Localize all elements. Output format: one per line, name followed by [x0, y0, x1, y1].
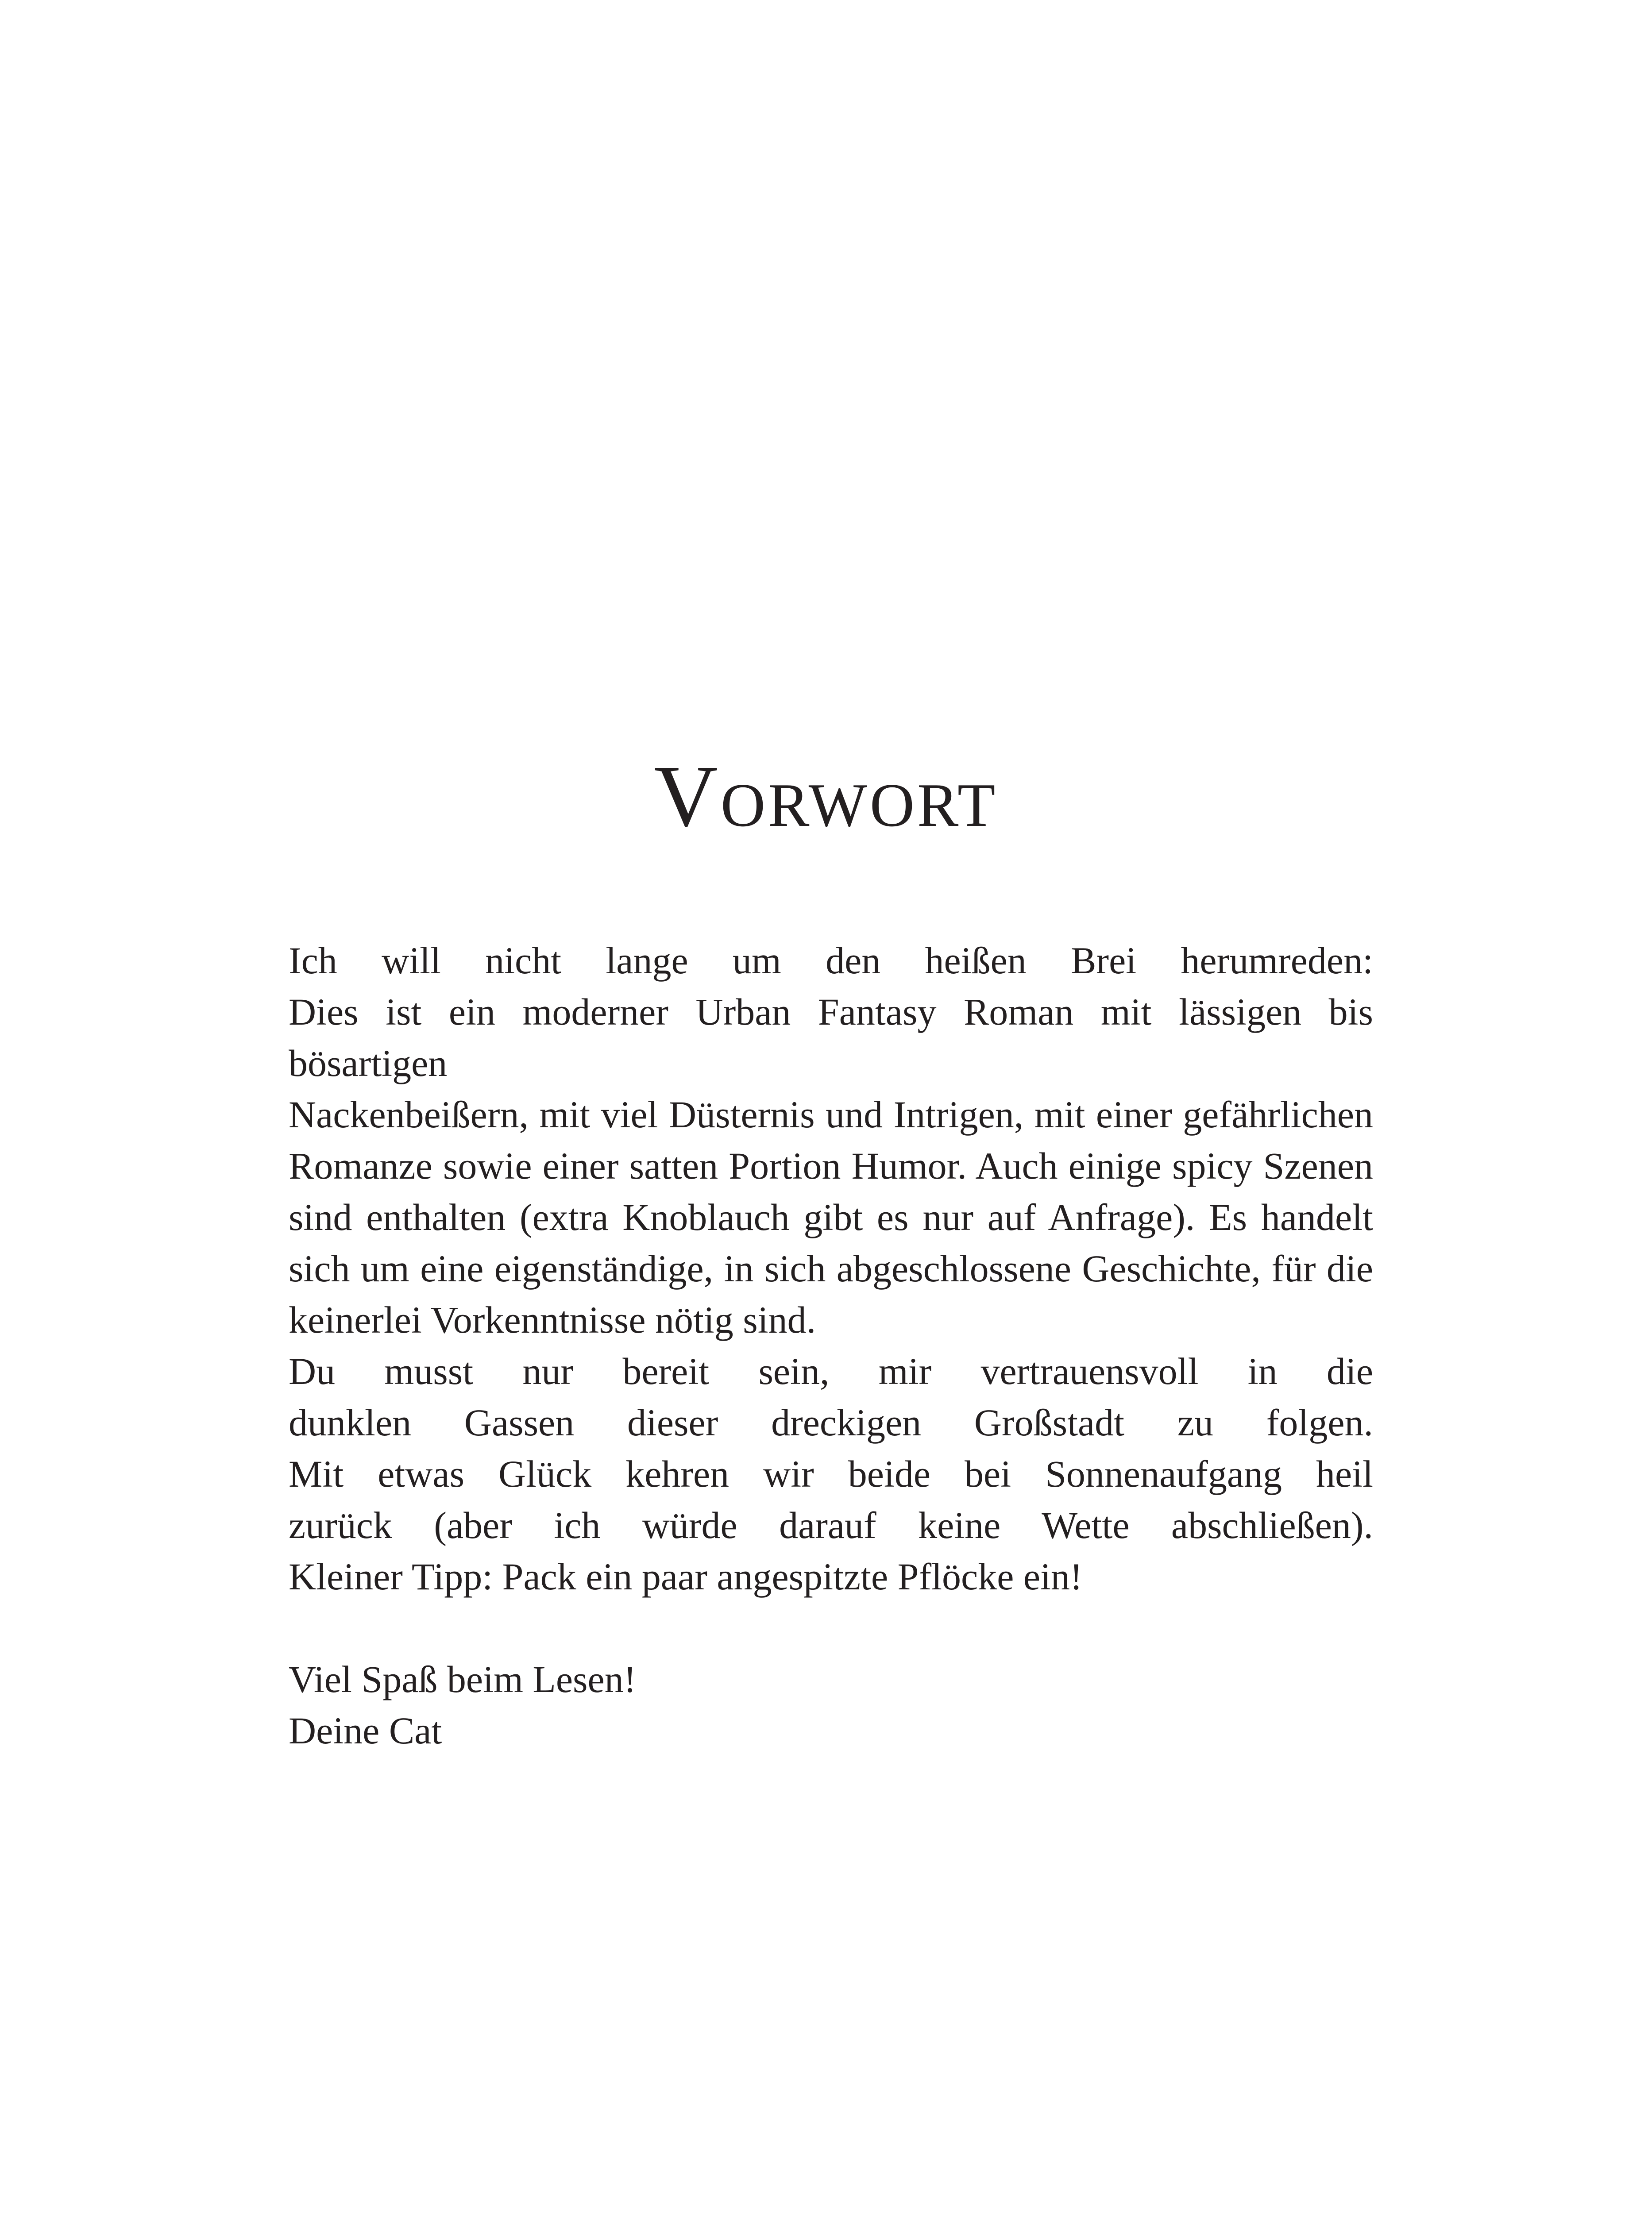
text-line: Mit etwas Glück kehren wir beide bei Sonnenaufgang heil [289, 1453, 1373, 1495]
foreword-text [289, 935, 1373, 1756]
text-line: zurück (aber ich würde darauf keine Wette abschließen). [289, 1504, 1373, 1546]
page-title: Vorwort [654, 748, 998, 845]
text-line: keinerlei Vorkenntnisse nötig sind. [289, 1299, 816, 1341]
text-line: Du musst nur bereit sein, mir vertrauensvoll in die [289, 1350, 1373, 1392]
text-line: Nackenbeißern, mit viel Düsternis und Intrigen, mit einer gefährlichen [289, 1093, 1373, 1136]
text-line: dunklen Gassen dieser dreckigen Großstadt zu folgen. [289, 1401, 1373, 1444]
closing-line: Viel Spaß beim Lesen! [289, 1658, 637, 1700]
text-line: Kleiner Tipp: Pack ein paar angespitzte Pflöcke ein! [289, 1555, 1083, 1598]
text-line: Ich will nicht lange um den heißen Brei herumreden: [289, 939, 1373, 982]
paragraph-spacer [289, 1602, 1373, 1654]
text-line: sind enthalten (extra Knoblauch gibt es nur auf Anfrage). Es handelt [289, 1196, 1373, 1238]
text-line: Dies ist ein moderner Urban Fantasy Roman mit lässigen bis bösartigen [289, 991, 1373, 1084]
text-line: sich um eine eigenständige, in sich abgeschlossene Geschichte, für die [289, 1247, 1373, 1290]
signature-line: Deine Cat [289, 1709, 442, 1752]
text-line: Romanze sowie einer satten Portion Humor. Auch einige spicy Szenen [289, 1145, 1373, 1187]
